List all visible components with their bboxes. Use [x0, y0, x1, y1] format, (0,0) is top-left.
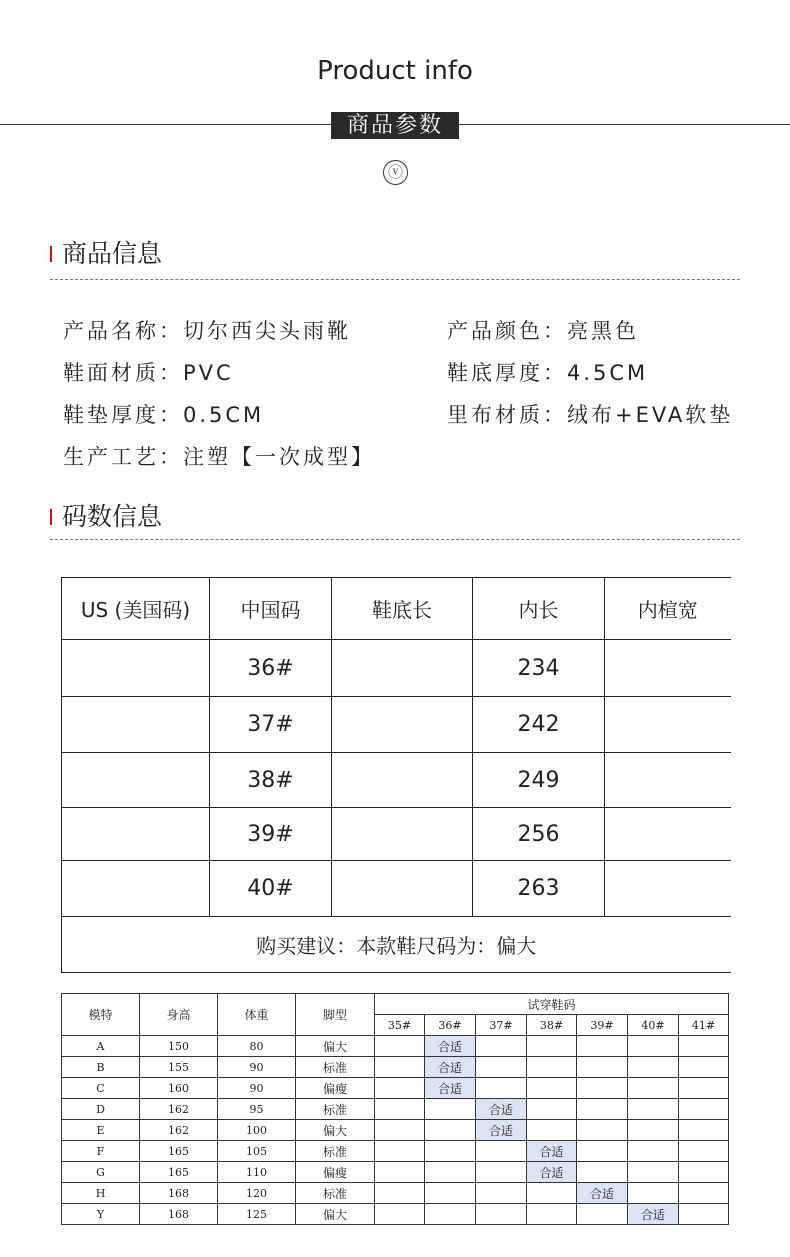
size-recommendation: 购买建议：本款鞋尺码为：偏大 [62, 917, 731, 973]
empty-cell [577, 1204, 628, 1225]
table-row [62, 861, 731, 917]
cell-weight: 110 [218, 1162, 296, 1183]
empty-cell [679, 1183, 729, 1204]
empty-cell [679, 1162, 729, 1183]
fit-cell: 合适 [628, 1204, 679, 1225]
cell-model: A [62, 1036, 140, 1057]
empty-cell [425, 1183, 476, 1204]
empty-cell [679, 1141, 729, 1162]
section-accent-bar [50, 509, 52, 525]
empty-cell [679, 1120, 729, 1141]
cell-weight: 105 [218, 1141, 296, 1162]
empty-cell [476, 1162, 527, 1183]
cell-model: F [62, 1141, 140, 1162]
empty-cell [679, 1057, 729, 1078]
empty-cell [375, 1099, 425, 1120]
cell-height: 168 [140, 1183, 218, 1204]
size-header-40: 40# [628, 1015, 679, 1036]
cell-us [62, 861, 210, 917]
cell-weight: 100 [218, 1120, 296, 1141]
cell-height: 155 [140, 1057, 218, 1078]
empty-cell [476, 1141, 527, 1162]
cell-foot-type: 标准 [296, 1099, 375, 1120]
cell-width [605, 808, 731, 861]
table-row [62, 1057, 729, 1078]
empty-cell [476, 1204, 527, 1225]
empty-cell [527, 1099, 577, 1120]
header-cn-size: 中国码 [210, 578, 332, 640]
empty-cell [577, 1120, 628, 1141]
table-row [62, 808, 731, 861]
table-row [62, 1183, 729, 1204]
empty-cell [577, 1036, 628, 1057]
empty-cell [577, 1078, 628, 1099]
info-item-name [63, 315, 351, 345]
fit-cell: 合适 [425, 1057, 476, 1078]
section-dashed-divider [50, 539, 740, 540]
header-inner-length: 内长 [473, 578, 605, 640]
info-item-lining-material [447, 399, 733, 429]
section-dashed-divider [50, 279, 740, 280]
cell-foot-type: 偏大 [296, 1036, 375, 1057]
info-item-process [63, 441, 375, 471]
size-header-37: 37# [476, 1015, 527, 1036]
empty-cell [375, 1162, 425, 1183]
info-label: 生产工艺： [63, 445, 183, 469]
empty-cell [628, 1057, 679, 1078]
cell-height: 162 [140, 1120, 218, 1141]
cell-height: 162 [140, 1099, 218, 1120]
empty-cell [628, 1099, 679, 1120]
cell-sole [332, 861, 473, 917]
cell-us [62, 640, 210, 697]
info-value: 亮黑色 [567, 319, 639, 343]
size-header-38: 38# [527, 1015, 577, 1036]
fit-table [61, 993, 729, 1225]
header-model: 模特 [62, 994, 140, 1036]
table-row [62, 1078, 729, 1099]
table-row [62, 1204, 729, 1225]
cell-model: Y [62, 1204, 140, 1225]
fit-cell: 合适 [425, 1036, 476, 1057]
empty-cell [527, 1036, 577, 1057]
cell-height: 150 [140, 1036, 218, 1057]
info-value: 切尔西尖头雨靴 [183, 319, 351, 343]
empty-cell [375, 1078, 425, 1099]
cell-width [605, 753, 731, 808]
table-row [62, 753, 731, 808]
table-row [62, 1099, 729, 1120]
empty-cell [476, 1078, 527, 1099]
table-row [62, 1141, 729, 1162]
cell-inner: 249 [473, 753, 605, 808]
empty-cell [527, 1204, 577, 1225]
size-section-title: 码数信息 [62, 502, 163, 531]
fit-header-row [62, 994, 729, 1015]
cell-width [605, 640, 731, 697]
cell-cn: 38# [210, 753, 332, 808]
cell-foot-type: 标准 [296, 1183, 375, 1204]
cell-cn: 40# [210, 861, 332, 917]
empty-cell [679, 1099, 729, 1120]
table-row [62, 1120, 729, 1141]
info-value: 0.5CM [183, 403, 265, 427]
header-trial-size: 试穿鞋码 [375, 994, 729, 1015]
empty-cell [375, 1120, 425, 1141]
empty-cell [628, 1036, 679, 1057]
cell-inner: 242 [473, 697, 605, 753]
info-label: 产品颜色： [447, 319, 567, 343]
circled-v-icon: ⓥ [383, 160, 408, 185]
cell-height: 165 [140, 1162, 218, 1183]
cell-sole [332, 753, 473, 808]
empty-cell [425, 1204, 476, 1225]
info-value: 注塑【一次成型】 [183, 445, 375, 469]
size-table [61, 577, 731, 973]
info-label: 鞋垫厚度： [63, 403, 183, 427]
cell-foot-type: 标准 [296, 1057, 375, 1078]
empty-cell [527, 1078, 577, 1099]
empty-cell [425, 1141, 476, 1162]
page-title-cn: 商品参数 [331, 112, 459, 139]
info-item-upper-material [63, 357, 234, 387]
header-height: 身高 [140, 994, 218, 1036]
empty-cell [577, 1162, 628, 1183]
info-label: 鞋底厚度： [447, 361, 567, 385]
cell-height: 160 [140, 1078, 218, 1099]
info-item-insole-thickness [63, 399, 264, 429]
empty-cell [375, 1057, 425, 1078]
cell-weight: 80 [218, 1036, 296, 1057]
cell-weight: 125 [218, 1204, 296, 1225]
cell-width [605, 861, 731, 917]
empty-cell [425, 1099, 476, 1120]
cell-foot-type: 偏大 [296, 1120, 375, 1141]
header-last-width: 内楦宽 [605, 578, 731, 640]
cell-us [62, 753, 210, 808]
cell-weight: 120 [218, 1183, 296, 1204]
section-accent-bar [50, 246, 52, 262]
empty-cell [425, 1120, 476, 1141]
empty-cell [679, 1078, 729, 1099]
empty-cell [476, 1183, 527, 1204]
info-value: 绒布+EVA软垫 [567, 403, 734, 427]
cell-height: 168 [140, 1204, 218, 1225]
empty-cell [679, 1036, 729, 1057]
fit-cell: 合适 [476, 1099, 527, 1120]
info-label: 产品名称： [63, 319, 183, 343]
info-value: PVC [183, 361, 234, 385]
empty-cell [425, 1162, 476, 1183]
empty-cell [476, 1057, 527, 1078]
header-foot-type: 脚型 [296, 994, 375, 1036]
cell-height: 165 [140, 1141, 218, 1162]
size-header-41: 41# [679, 1015, 729, 1036]
info-item-sole-thickness [447, 357, 648, 387]
cell-foot-type: 偏大 [296, 1204, 375, 1225]
table-row [62, 640, 731, 697]
empty-cell [375, 1183, 425, 1204]
size-table-header-row [62, 578, 731, 640]
cell-inner: 256 [473, 808, 605, 861]
cell-model: G [62, 1162, 140, 1183]
empty-cell [628, 1120, 679, 1141]
size-note-row [62, 917, 731, 973]
cell-us [62, 697, 210, 753]
page-title-en: Product info [317, 56, 473, 86]
table-row [62, 697, 731, 753]
info-label: 里布材质： [447, 403, 567, 427]
product-section-title: 商品信息 [62, 239, 163, 268]
cell-cn: 36# [210, 640, 332, 697]
cell-model: D [62, 1099, 140, 1120]
size-header-35: 35# [375, 1015, 425, 1036]
cell-inner: 263 [473, 861, 605, 917]
header-us-size: US (美国码) [62, 578, 210, 640]
empty-cell [577, 1057, 628, 1078]
cell-sole [332, 697, 473, 753]
empty-cell [628, 1162, 679, 1183]
empty-cell [476, 1036, 527, 1057]
empty-cell [628, 1183, 679, 1204]
cell-foot-type: 标准 [296, 1141, 375, 1162]
empty-cell [577, 1099, 628, 1120]
cell-foot-type: 偏瘦 [296, 1162, 375, 1183]
cell-width [605, 697, 731, 753]
empty-cell [375, 1141, 425, 1162]
header-weight: 体重 [218, 994, 296, 1036]
cell-model: C [62, 1078, 140, 1099]
cell-inner: 234 [473, 640, 605, 697]
info-value: 4.5CM [567, 361, 649, 385]
fit-cell: 合适 [577, 1183, 628, 1204]
fit-cell: 合适 [425, 1078, 476, 1099]
cell-foot-type: 偏瘦 [296, 1078, 375, 1099]
empty-cell [375, 1036, 425, 1057]
fit-cell: 合适 [527, 1162, 577, 1183]
empty-cell [577, 1141, 628, 1162]
cell-sole [332, 808, 473, 861]
cell-cn: 39# [210, 808, 332, 861]
table-row [62, 1036, 729, 1057]
header-sole-length: 鞋底长 [332, 578, 473, 640]
cell-weight: 90 [218, 1078, 296, 1099]
cell-cn: 37# [210, 697, 332, 753]
cell-model: H [62, 1183, 140, 1204]
empty-cell [375, 1204, 425, 1225]
empty-cell [628, 1078, 679, 1099]
cell-model: B [62, 1057, 140, 1078]
fit-cell: 合适 [527, 1141, 577, 1162]
empty-cell [527, 1057, 577, 1078]
size-header-36: 36# [425, 1015, 476, 1036]
cell-weight: 95 [218, 1099, 296, 1120]
fit-cell: 合适 [476, 1120, 527, 1141]
cell-weight: 90 [218, 1057, 296, 1078]
size-header-39: 39# [577, 1015, 628, 1036]
cell-us [62, 808, 210, 861]
info-label: 鞋面材质： [63, 361, 183, 385]
table-row [62, 1162, 729, 1183]
cell-model: E [62, 1120, 140, 1141]
empty-cell [628, 1141, 679, 1162]
empty-cell [527, 1120, 577, 1141]
info-item-color [447, 315, 639, 345]
empty-cell [679, 1204, 729, 1225]
cell-sole [332, 640, 473, 697]
empty-cell [527, 1183, 577, 1204]
